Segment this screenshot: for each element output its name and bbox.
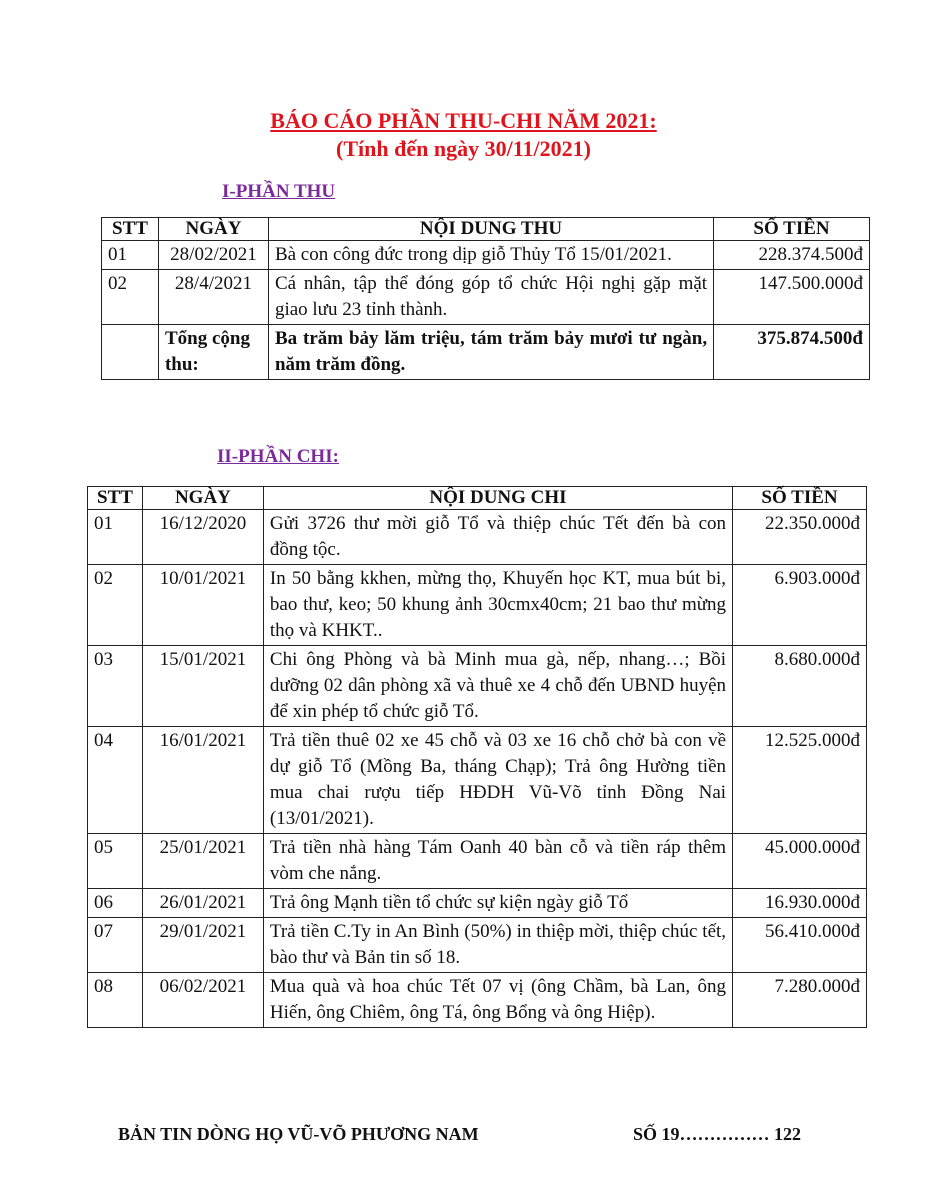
report-title-block [0, 107, 927, 163]
cell-noi-dung: Mua quà và hoa chúc Tết 07 vị (ông Chầm, bà Lan, ông Hiến, ông Chiêm, ông Tá, ông Bổng và ông Hiệp). [263, 973, 732, 1028]
cell-so-tien: 8.680.000đ [733, 646, 867, 727]
cell-ngay: 16/12/2020 [142, 510, 263, 565]
table-row [88, 646, 867, 727]
cell-stt: 02 [88, 565, 143, 646]
table-row [102, 270, 870, 325]
cell-stt: 01 [88, 510, 143, 565]
cell-noi-dung: Trả tiền C.Ty in An Bình (50%) in thiệp mời, thiệp chúc tết, bào thư và Bản tin số 18. [263, 918, 732, 973]
cell-stt: 05 [88, 834, 143, 889]
cell-stt: 01 [102, 241, 159, 270]
cell-so-tien: 56.410.000đ [733, 918, 867, 973]
footer-newsletter-name: BẢN TIN DÒNG HỌ VŨ-VÕ PHƯƠNG NAM [118, 1124, 479, 1144]
report-title: BÁO CÁO PHẦN THU-CHI NĂM 2021: [270, 108, 657, 133]
chi-table [87, 486, 867, 1028]
cell-stt: 03 [88, 646, 143, 727]
table-row [88, 973, 867, 1028]
cell-ngay: 25/01/2021 [142, 834, 263, 889]
cell-ngay: 28/4/2021 [158, 270, 268, 325]
table-row [88, 918, 867, 973]
total-row [102, 325, 870, 380]
cell-noi-dung: Bà con công đức trong dịp giỗ Thủy Tổ 15/01/2021. [268, 241, 713, 270]
table-row [88, 727, 867, 834]
table-row [88, 565, 867, 646]
cell-noi-dung: Trả tiền nhà hàng Tám Oanh 40 bàn cỗ và tiền ráp thêm vòm che nắng. [263, 834, 732, 889]
cell-ngay: 26/01/2021 [142, 889, 263, 918]
cell-so-tien: 228.374.500đ [714, 241, 870, 270]
table-row [88, 834, 867, 889]
cell-stt: 07 [88, 918, 143, 973]
cell-ngay: 29/01/2021 [142, 918, 263, 973]
cell-noi-dung: Trả ông Mạnh tiền tổ chức sự kiện ngày giỗ Tổ [263, 889, 732, 918]
col-header-noi-dung: NỘI DUNG CHI [263, 487, 732, 510]
cell-ngay: 16/01/2021 [142, 727, 263, 834]
cell-so-tien: 6.903.000đ [733, 565, 867, 646]
cell-so-tien: 12.525.000đ [733, 727, 867, 834]
cell-noi-dung: Gửi 3726 thư mời giỗ Tổ và thiệp chúc Tết đến bà con đồng tộc. [263, 510, 732, 565]
thu-header-row [102, 218, 870, 241]
table-row [102, 241, 870, 270]
total-label: Tổng cộng thu: [158, 325, 268, 380]
total-amount: 375.874.500đ [714, 325, 870, 380]
cell-noi-dung: Cá nhân, tập thể đóng góp tổ chức Hội nghị gặp mặt giao lưu 23 tỉnh thành. [268, 270, 713, 325]
cell-noi-dung: Trả tiền thuê 02 xe 45 chỗ và 03 xe 16 chỗ chở bà con về dự giỗ Tổ (Mồng Ba, tháng Chạp); Trả ông Hường tiền mua chai rượu tiếp HĐDH Vũ-Võ tỉnh Đồng Nai (13/01/2021). [263, 727, 732, 834]
chi-heading: II-PHẦN CHI: [217, 446, 339, 467]
cell-ngay: 15/01/2021 [142, 646, 263, 727]
col-header-so-tien: SỐ TIỀN [733, 487, 867, 510]
cell-stt: 02 [102, 270, 159, 325]
cell-ngay: 06/02/2021 [142, 973, 263, 1028]
cell-so-tien: 147.500.000đ [714, 270, 870, 325]
thu-heading: I-PHẦN THU [222, 181, 336, 202]
col-header-noi-dung: NỘI DUNG THU [268, 218, 713, 241]
cell-noi-dung: In 50 bằng kkhen, mừng thọ, Khuyến học KT, mua bút bi, bao thư, keo; 50 khung ảnh 30cmx40cm; 21 bao thư mừng thọ và KHKT.. [263, 565, 732, 646]
col-header-so-tien: SỐ TIỀN [714, 218, 870, 241]
chi-header-row [88, 487, 867, 510]
col-header-ngay: NGÀY [142, 487, 263, 510]
col-header-ngay: NGÀY [158, 218, 268, 241]
footer-issue-page: SỐ 19…………… 122 [633, 1124, 802, 1144]
cell-ngay: 28/02/2021 [158, 241, 268, 270]
table-row [88, 510, 867, 565]
col-header-stt: STT [88, 487, 143, 510]
cell-so-tien: 22.350.000đ [733, 510, 867, 565]
thu-table [101, 217, 870, 380]
cell-stt: 08 [88, 973, 143, 1028]
report-subtitle: (Tính đến ngày 30/11/2021) [336, 136, 591, 161]
cell-stt: 06 [88, 889, 143, 918]
col-header-stt: STT [102, 218, 159, 241]
cell-so-tien: 45.000.000đ [733, 834, 867, 889]
cell-noi-dung: Chi ông Phòng và bà Minh mua gà, nếp, nhang…; Bồi dưỡng 02 dân phòng xã và thuê xe 4 chỗ đến UBND huyện để xin phép tổ chức giỗ Tổ. [263, 646, 732, 727]
total-in-words: Ba trăm bảy lăm triệu, tám trăm bảy mươi tư ngàn, năm trăm đồng. [268, 325, 713, 380]
cell-stt [102, 325, 159, 380]
cell-so-tien: 7.280.000đ [733, 973, 867, 1028]
table-row [88, 889, 867, 918]
cell-so-tien: 16.930.000đ [733, 889, 867, 918]
cell-stt: 04 [88, 727, 143, 834]
cell-ngay: 10/01/2021 [142, 565, 263, 646]
